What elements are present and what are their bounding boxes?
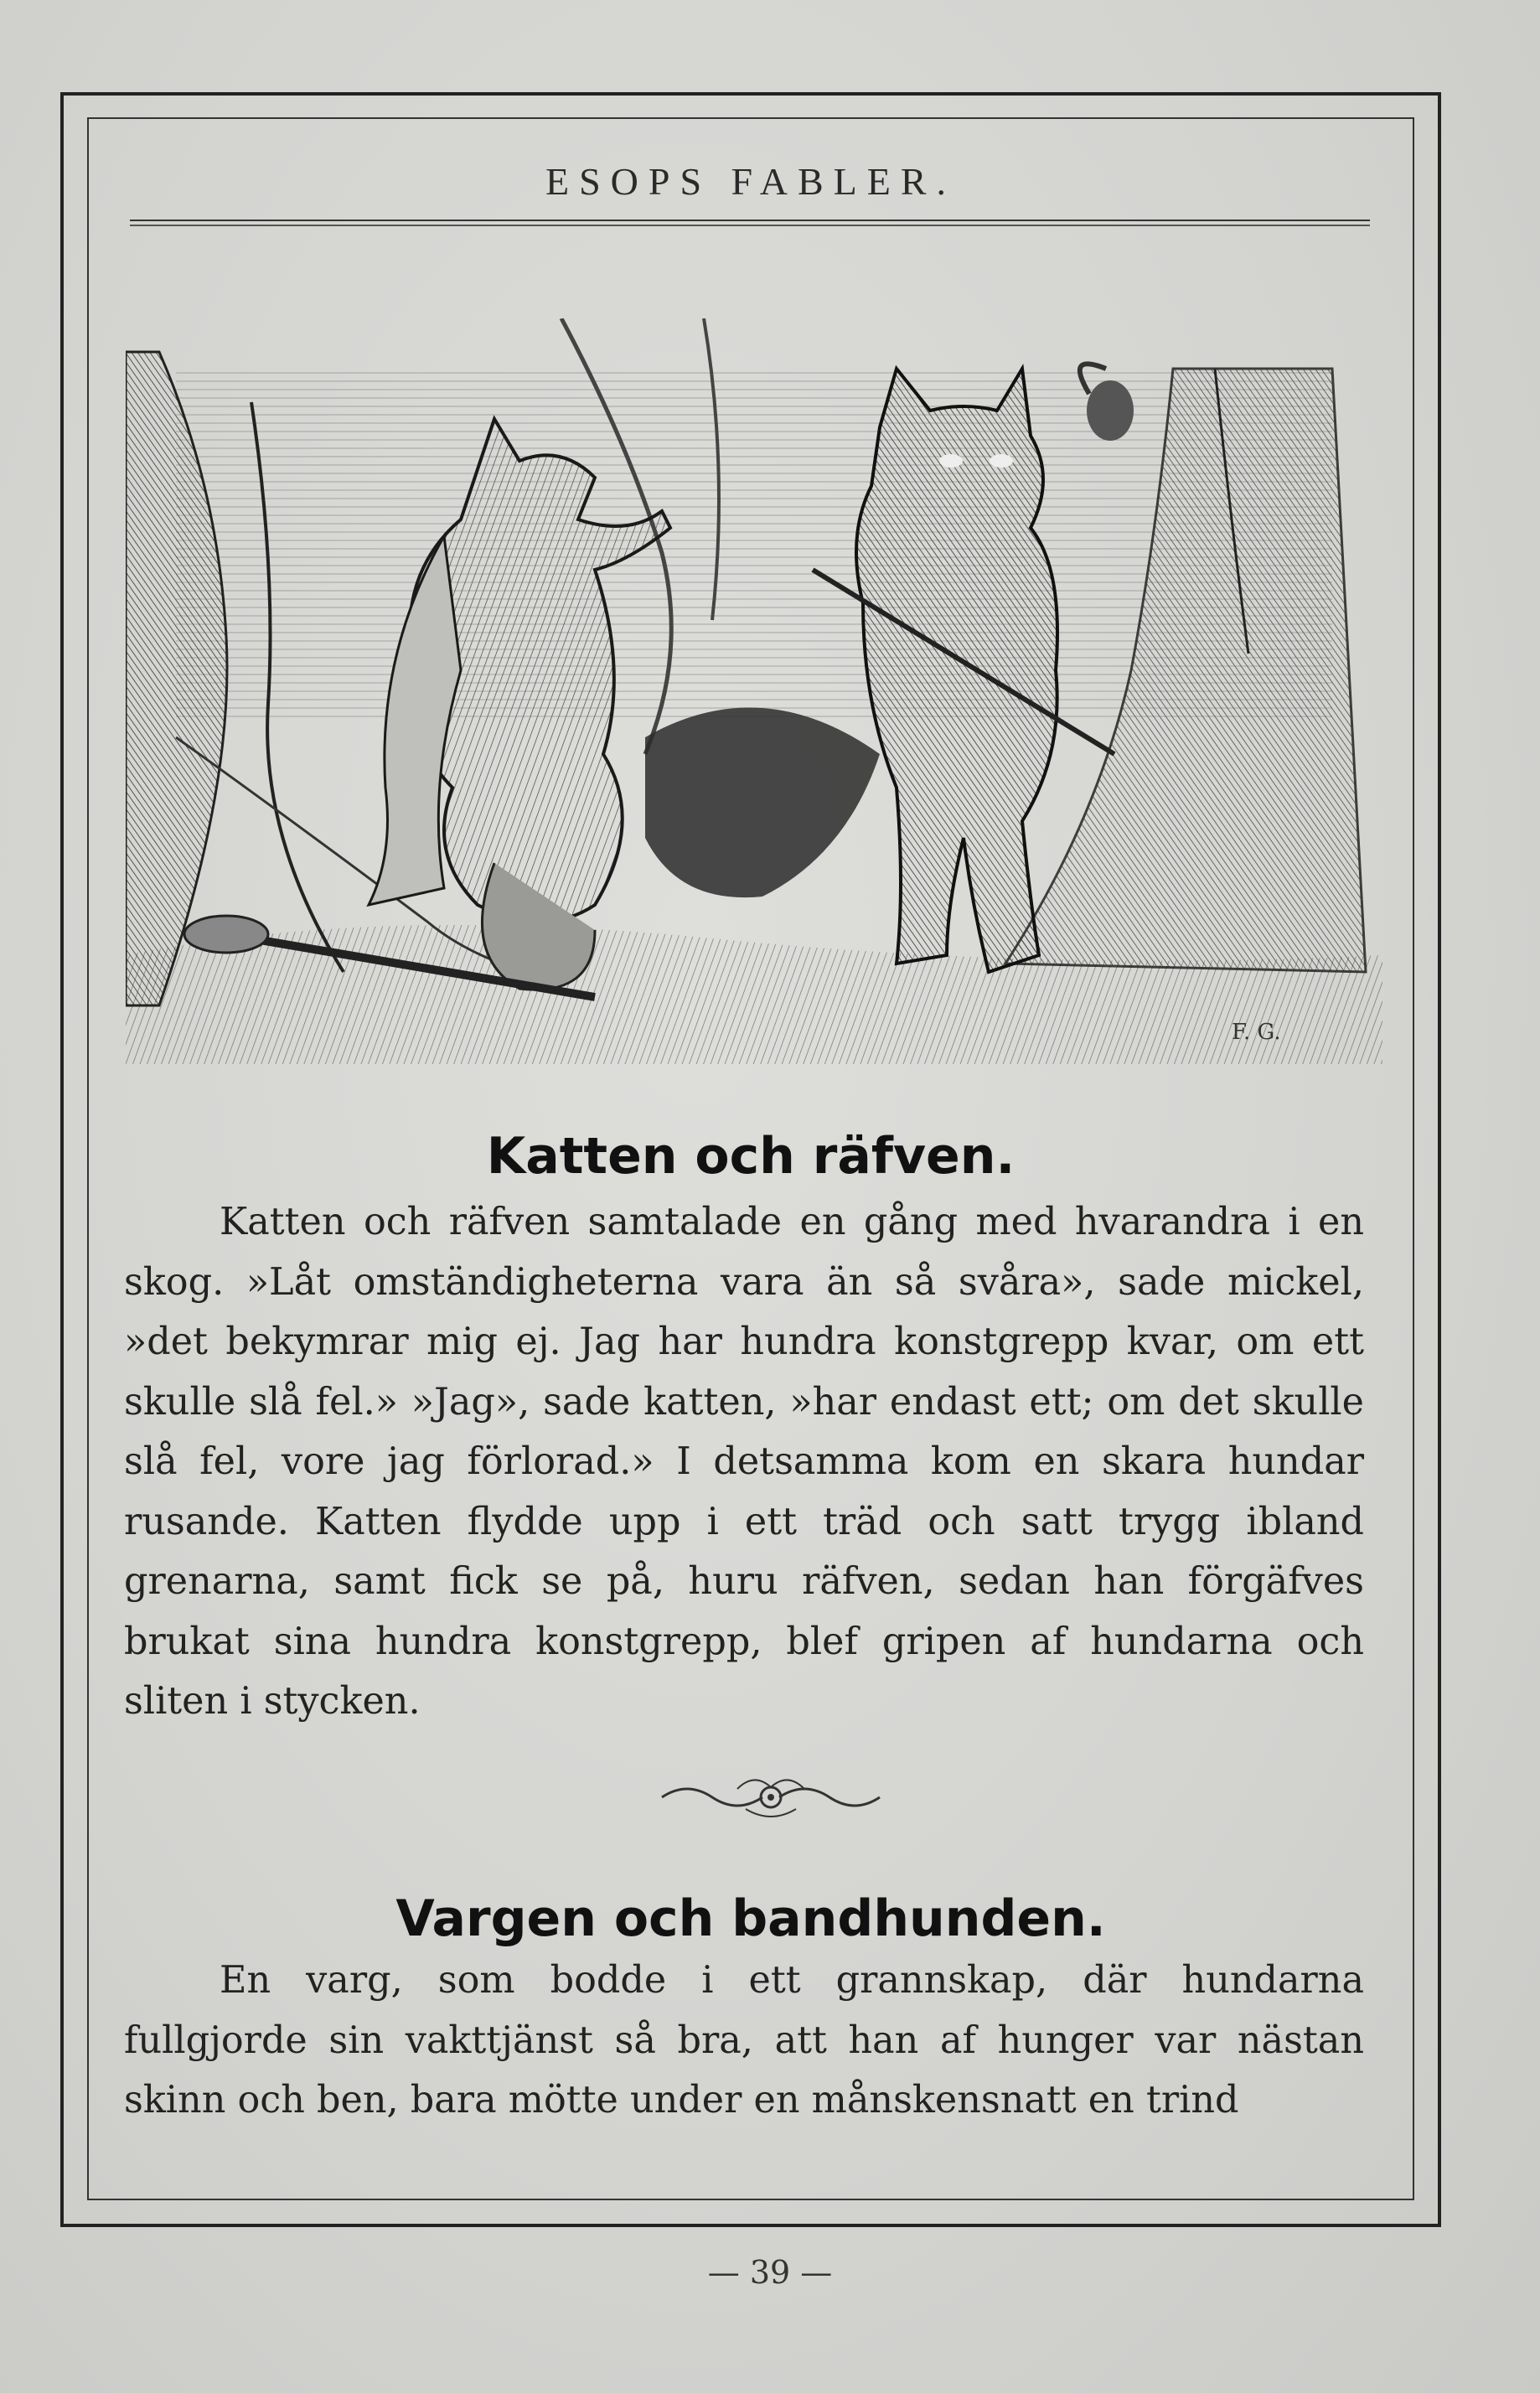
fox-and-cat-engraving-icon — [126, 318, 1382, 1064]
head-rule — [130, 220, 1370, 226]
fable-text-2: En varg, som bodde i ett grannskap, där hundarna fullgjorde sin vakttjänst så bra, att han af hunger var nästan skinn och ben, bara mötte under en månskensnatt en trind — [124, 1959, 1364, 2122]
running-head: ESOPS FABLER. — [545, 160, 957, 203]
fable-title-2: Vargen och bandhunden. — [395, 1889, 1106, 1948]
fleuron-ornament-icon — [654, 1772, 888, 1822]
engraver-signature: F. G. — [1232, 1020, 1281, 1045]
fable-title-1: Katten och räfven. — [486, 1127, 1015, 1186]
page-number: — 39 — — [707, 2254, 833, 2291]
fable-text-1: Katten och räfven samtalade en gång med hvarandra i en skog. »Låt omständigheterna vara än så svåra», sade mickel, »det bekymrar mig ej. Jag har hundra konstgrepp kvar, om ett skulle slå fel.» »Jag», sade katten, »har endast ett; om det skulle slå fel, vore jag förlorad.» I detsamma kom en skara hundar rusande. Katten flydde upp i ett träd och satt trygg ibland grenarna, samt fick se på, huru räfven, sedan han förgäfves brukat sina hundra konstgrepp, blef gripen af hundarna och sliten i stycken. — [124, 1201, 1364, 1723]
